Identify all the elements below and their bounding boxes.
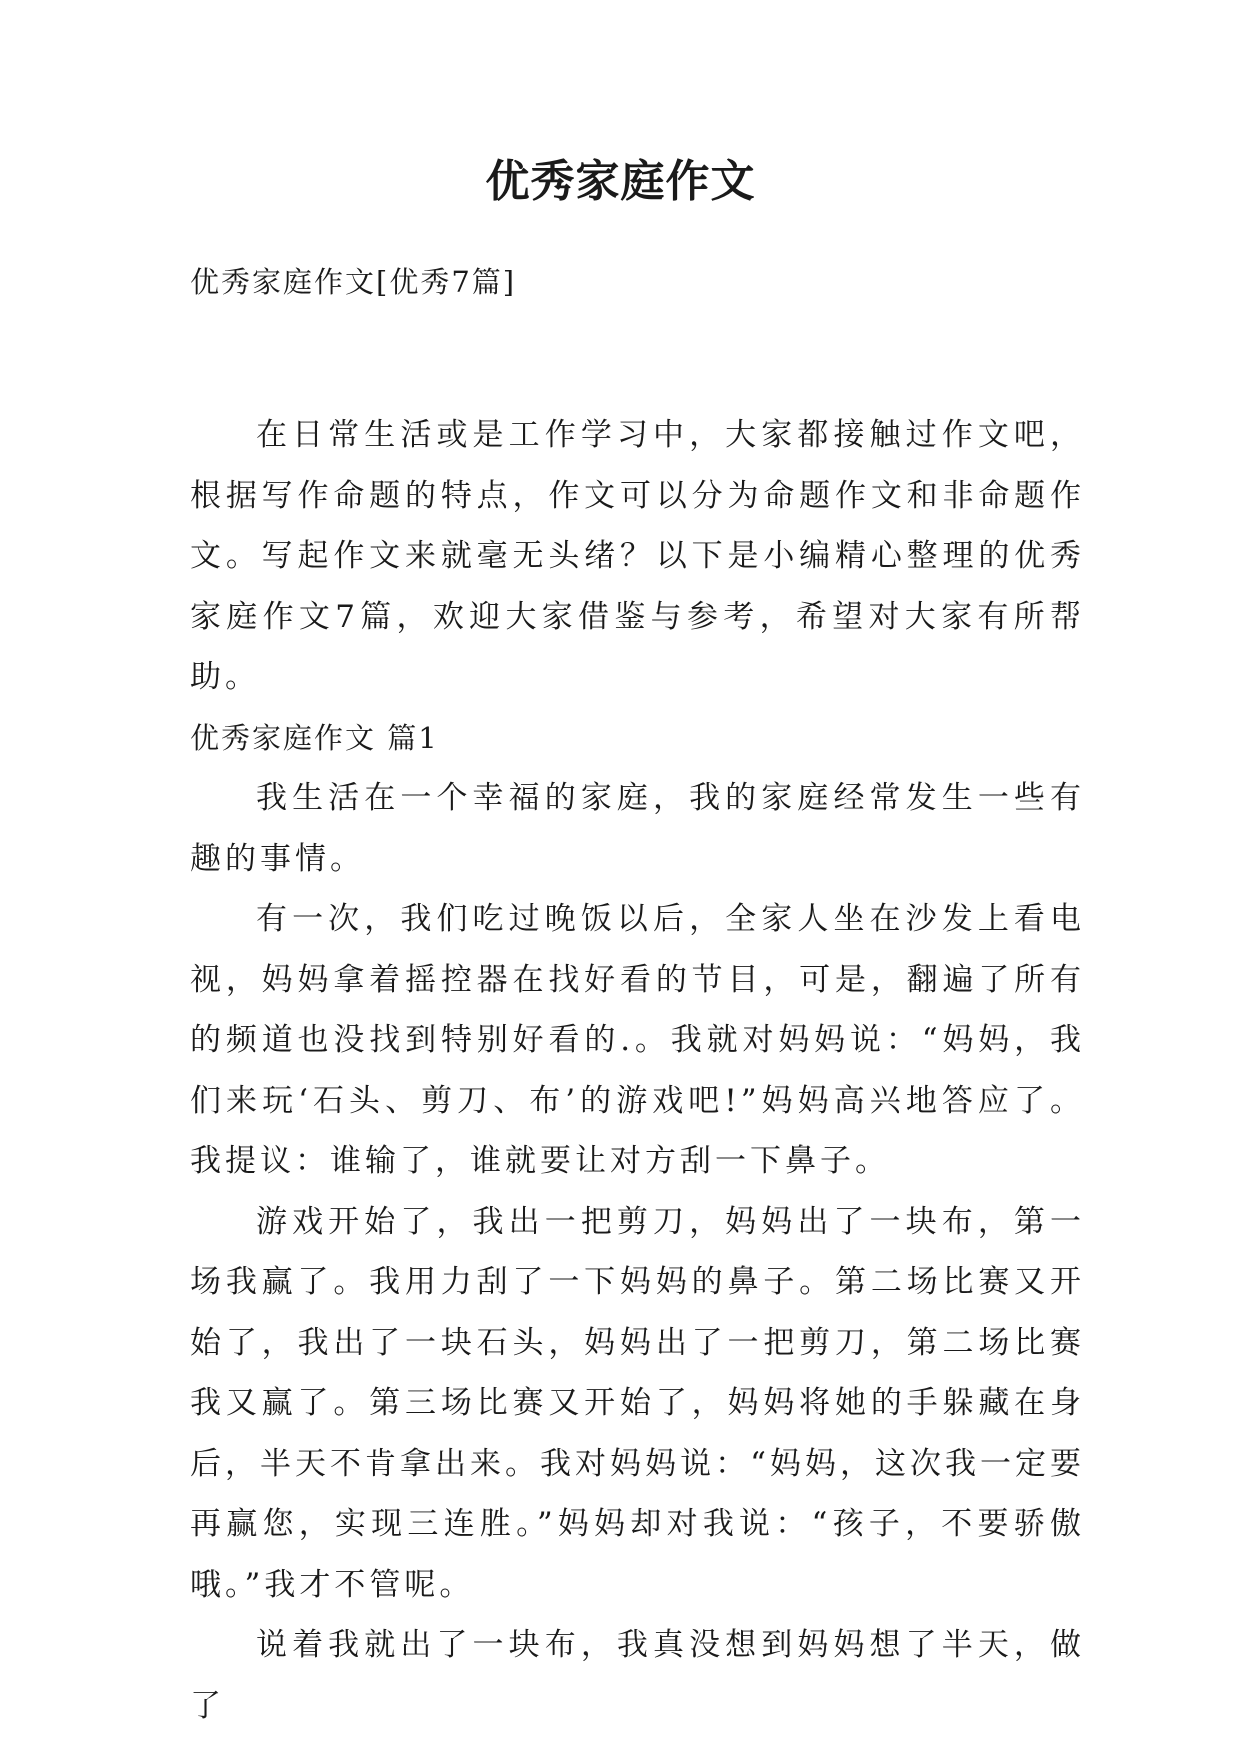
body-paragraph: 游戏开始了，我出一把剪刀，妈妈出了一块布，第一场我赢了。我用力刮了一下妈妈的鼻子。第二场比赛又开始了，我出了一块石头，妈妈出了一把剪刀，第二场比赛我又赢了。第三场比赛又开始了，妈妈将她的手躲藏在身后，半天不肯拿出来。我对妈妈说：“妈妈，这次我一定要再赢您，实现三连胜。”妈妈却对我说：“孩子，不要骄傲哦。”我才不管呢。 — [190, 1203, 1085, 1603]
document-body — [190, 405, 1085, 1736]
body-paragraph: 有一次，我们吃过晚饭以后，全家人坐在沙发上看电视，妈妈拿着摇控器在找好看的节目，可是，翻遍了所有的频道也没找到特别好看的.。我就对妈妈说：“妈妈，我们来玩‘石头、剪刀、布’的游戏吧!”妈妈高兴地答应了。我提议：谁输了，谁就要让对方刮一下鼻子。 — [190, 901, 1085, 1179]
intro-paragraph: 在日常生活或是工作学习中，大家都接触过作文吧，根据写作命题的特点，作文可以分为命题作文和非命题作文。写起作文来就毫无头绪？以下是小编精心整理的优秀家庭作文7篇，欢迎大家借鉴与参考，希望对大家有所帮助。 — [190, 417, 1085, 695]
document-subtitle: 优秀家庭作文[优秀7篇] — [190, 265, 517, 299]
section-heading: 优秀家庭作文 篇1 — [190, 720, 439, 755]
body-paragraph: 说着我就出了一块布，我真没想到妈妈想了半天，做了 — [190, 1627, 1085, 1724]
body-paragraph: 我生活在一个幸福的家庭，我的家庭经常发生一些有趣的事情。 — [190, 780, 1085, 877]
document-title: 优秀家庭作文 — [485, 156, 756, 207]
